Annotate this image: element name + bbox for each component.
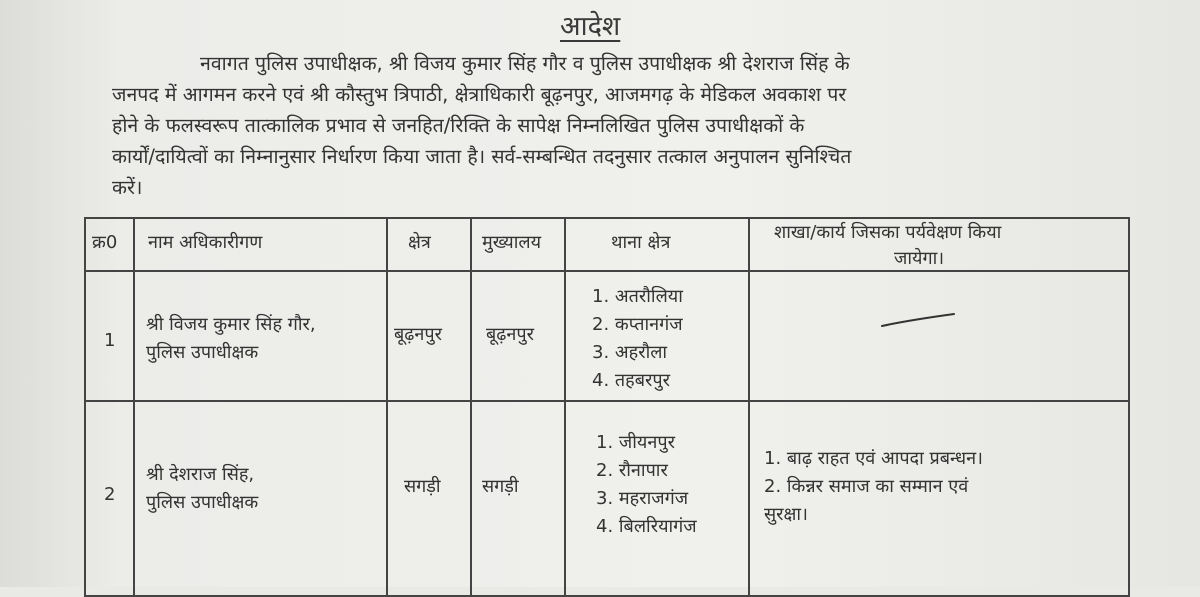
header-hq: मुख्यालय [482, 232, 542, 253]
station-item: 4. बिलरियागंज [596, 516, 697, 537]
row2-branch [764, 445, 983, 529]
order-paragraph [112, 48, 1092, 203]
paragraph-line: होने के फलस्वरूप तात्कालिक प्रभाव से जनहित/रिक्ति के सापेक्ष निम्नलिखित पुलिस उपाधीक्षकों के [112, 114, 805, 137]
row2-name-line1: श्री देशराज सिंह, [146, 464, 255, 485]
header-name: नाम अधिकारीगण [148, 232, 263, 253]
paragraph-line: जनपद में आगमन करने एवं श्री कौस्तुभ त्रिपाठी, क्षेत्राधिकारी बूढ़नपुर, आजमगढ़ के मेडिकल अवकाश पर [112, 83, 847, 106]
table-divider [470, 219, 472, 595]
table-divider [86, 400, 1128, 402]
header-branch-line1: शाखा/कार्य जिसका पर्यवेक्षण किया [774, 222, 1002, 243]
document-title: आदेश [560, 11, 621, 42]
row2-stations [596, 429, 697, 541]
station-item: 4. तहबरपुर [592, 370, 670, 391]
branch-item: सुरक्षा। [764, 504, 808, 525]
assignment-table [84, 217, 1130, 597]
row1-stations [592, 283, 683, 395]
branch-item: 2. किन्नर समाज का सम्मान एवं [764, 476, 969, 497]
table-divider [86, 270, 1128, 272]
header-serial: क्र0 [92, 232, 118, 253]
row2-area: सगड़ी [404, 476, 441, 497]
row1-name-line2: पुलिस उपाधीक्षक [146, 342, 259, 363]
header-stations: थाना क्षेत्र [611, 232, 671, 253]
branch-item: 1. बाढ़ राहत एवं आपदा प्रबन्धन। [764, 448, 983, 469]
table-divider [386, 219, 388, 595]
table-divider [133, 219, 135, 595]
station-item: 2. रौनापार [596, 460, 668, 481]
row1-name-line1: श्री विजय कुमार सिंह गौर, [146, 314, 316, 335]
table-divider [564, 219, 566, 595]
header-area: क्षेत्र [408, 232, 431, 253]
header-branch-line2: जायेगा। [894, 248, 945, 269]
station-item: 3. अहरौला [592, 342, 668, 363]
paragraph-line: नवागत पुलिस उपाधीक्षक, श्री विजय कुमार सिंह गौर व पुलिस उपाधीक्षक श्री देशराज सिंह के [200, 52, 850, 75]
table-divider [748, 219, 750, 595]
station-item: 1. जीयनपुर [596, 432, 675, 453]
paragraph-line: कार्यों/दायित्वों का निम्नानुसार निर्धारण किया जाता है। सर्व-सम्बन्धित तदनुसार तत्काल अनुपालन सुनिश्चित [112, 145, 852, 168]
row1-serial: 1 [104, 330, 116, 351]
paragraph-line: करें। [112, 176, 143, 199]
row2-name-line2: पुलिस उपाधीक्षक [146, 492, 259, 513]
row1-area: बूढ़नपुर [394, 324, 442, 345]
station-item: 3. महराजगंज [596, 488, 689, 509]
row2-hq: सगड़ी [482, 476, 519, 497]
dash-mark [880, 312, 960, 332]
row1-hq: बूढ़नपुर [486, 324, 534, 345]
station-item: 1. अतरौलिया [592, 286, 683, 307]
station-item: 2. कप्तानगंज [592, 314, 683, 335]
row2-serial: 2 [104, 484, 116, 505]
